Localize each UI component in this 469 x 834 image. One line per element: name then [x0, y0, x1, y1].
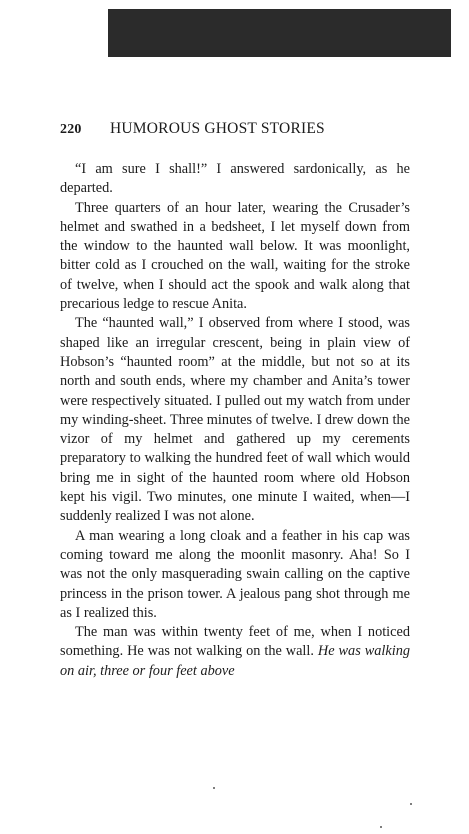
- paragraph: A man wearing a long cloak and a feather in his cap was coming toward me along the moonlit masonry. Aha! So I was not the only masquerading swain calling on the captive princess in the prison tower. A jealous pang shot through me as I realized this.: [60, 527, 410, 621]
- scan-speck: [213, 787, 215, 789]
- paragraph: Three quarters of an hour later, wearing the Crusader’s helmet and swathed in a bedsheet, I let myself down from the window to the haunted wall below. It was moonlight, bitter cold as I crouched on the wall, waiting for the stroke of twelve, when I should act the spook and walk along that precarious ledge to rescue Anita.: [60, 199, 410, 313]
- book-title: HUMOROUS GHOST STORIES: [110, 120, 325, 137]
- scan-speck: [410, 803, 412, 805]
- paragraph: [60, 623, 410, 681]
- scan-speck: [380, 826, 382, 828]
- paragraph: The “haunted wall,” I observed from where I stood, was shaped like an irregular crescent, being in plain view of Hobson’s “haunted room” at the middle, but not so at its north and south ends, where my chamber and Anita’s tower were respectively situated. I pulled out my watch from under my winding-sheet. Three minutes of twelve. I drew down the vizor of my helmet and gathered up my cerements preparatory to walking the hundred feet of wall which would bring me in sight of the haunted room where old Hobson kept his vigil. Two minutes, one minute I waited, when—I suddenly realized I was not alone.: [60, 315, 410, 525]
- page-body: [60, 160, 410, 681]
- page-number: 220: [60, 122, 82, 137]
- paragraph-text: The man was within twenty feet of me, when I noticed something. He was not walking on the wall.: [60, 624, 410, 660]
- redaction-bar: [108, 9, 451, 57]
- running-head: [60, 120, 390, 138]
- italic-text: He was walking on air, three or four feet above: [60, 643, 410, 679]
- paragraph: “I am sure I shall!” I answered sardonically, as he departed.: [60, 161, 410, 197]
